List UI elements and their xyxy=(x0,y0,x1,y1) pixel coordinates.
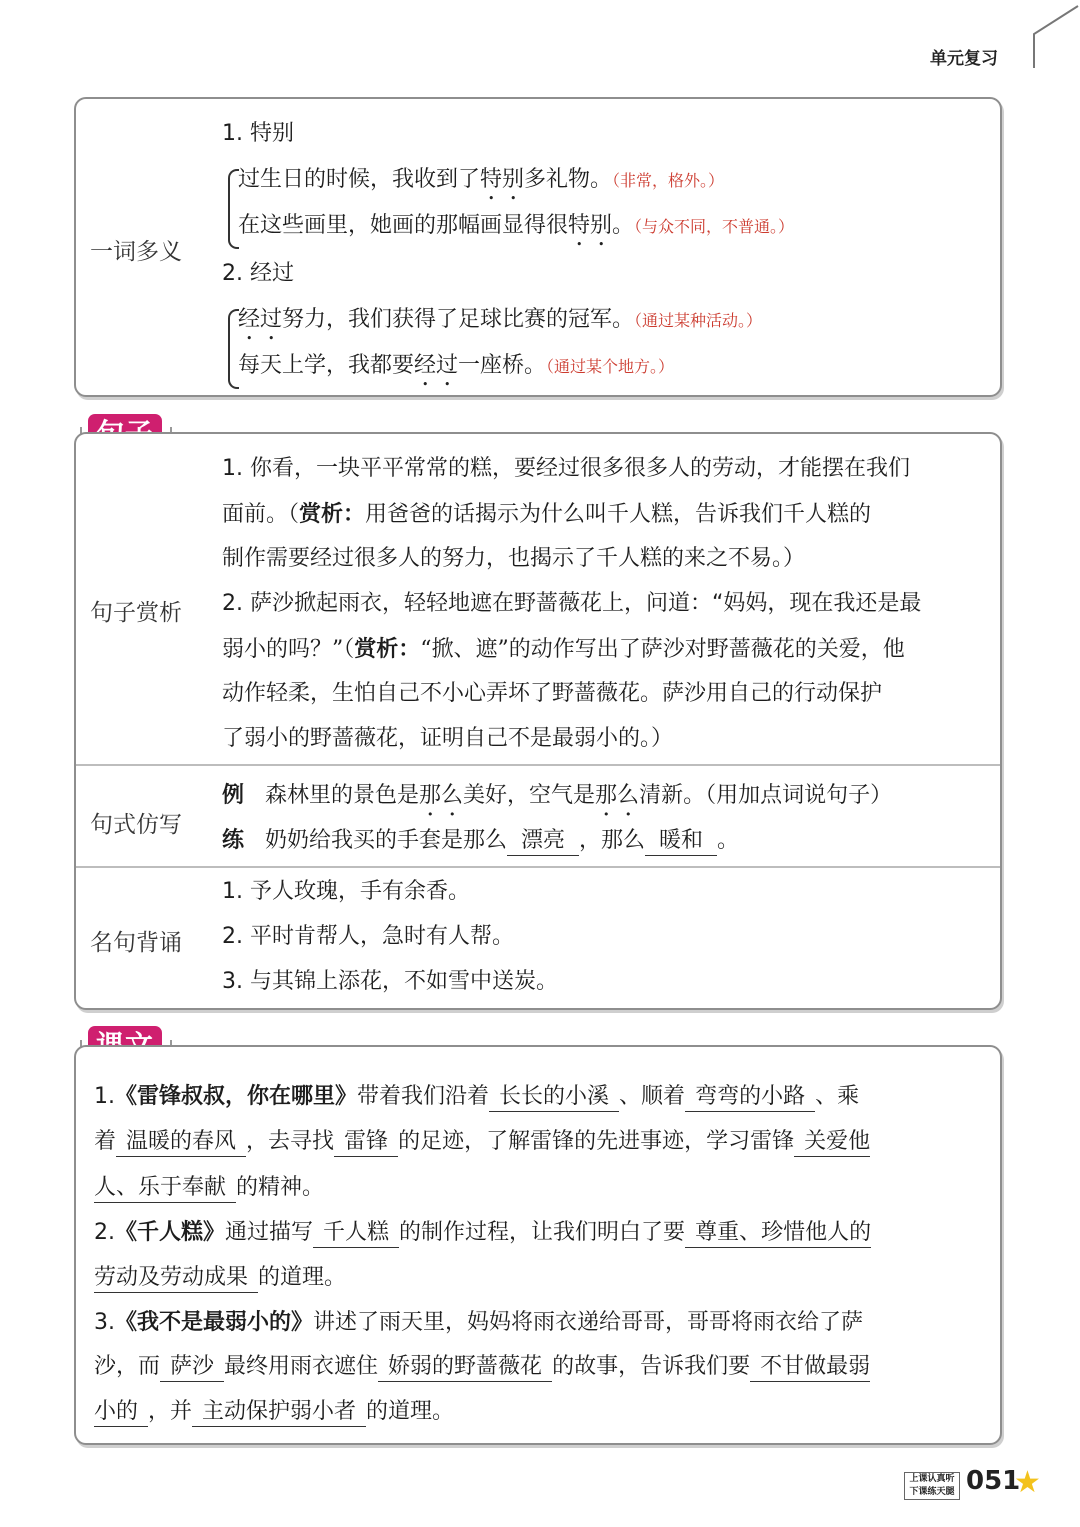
motto-box xyxy=(904,1472,960,1500)
sentence2-line1: 2. 萨沙掀起雨衣，轻轻地遮在野蔷薇花上，问道：“妈妈，现在我还是最 xyxy=(222,591,922,616)
answer-blank[interactable]: 长长的小溪 xyxy=(489,1083,619,1112)
answer-blank[interactable]: 人、乐于奉献 xyxy=(94,1174,236,1203)
page-number: 051 xyxy=(966,1466,1021,1496)
word2-sentence1: 经过努力，我们获得了足球比赛的冠军。（通过某种活动。） xyxy=(238,307,763,332)
sentence-analysis-label: 句子赏析 xyxy=(90,600,182,626)
text1-line1: 1.《雷锋叔叔，你在哪里》带着我们沿着 长长的小溪 、顺着 弯弯的小路 、乘 xyxy=(94,1081,859,1112)
text-box xyxy=(74,1045,1002,1445)
answer-blank[interactable]: 漂亮 xyxy=(507,827,579,856)
practice-sentence: 练 奶奶给我买的手套是那么 漂亮 ，那么 暖和 。 xyxy=(222,825,739,856)
word1-sentence1: 过生日的时候，我收到了特别多礼物。（非常，格外。） xyxy=(238,167,725,192)
sentence2-line3: 动作轻柔，生怕自己不小心弄坏了野蔷薇花。萨沙用自己的行动保护 xyxy=(222,681,883,706)
word2-title: 2. 经过 xyxy=(222,261,294,286)
famous-quotes-label: 名句背诵 xyxy=(90,930,182,956)
quote-2: 2. 平时肯帮人，急时有人帮。 xyxy=(222,924,514,949)
answer-blank[interactable]: 温暖的春风 xyxy=(116,1128,246,1157)
answer-blank[interactable]: 弯弯的小路 xyxy=(685,1083,815,1112)
quote-3: 3. 与其锦上添花，不如雪中送炭。 xyxy=(222,969,558,994)
polysemy-label: 一词多义 xyxy=(90,239,182,265)
example-sentence: 例 森林里的景色是那么美好，空气是那么清新。（用加点词说句子） xyxy=(222,782,893,808)
answer-blank[interactable]: 不甘做最弱 xyxy=(750,1353,870,1382)
motto-line2: 下课练天腿 xyxy=(909,1487,955,1497)
polysemy-box xyxy=(74,97,1002,397)
star-mascot-icon: ★ xyxy=(1014,1465,1041,1500)
sentence1-line2: 面前。（赏析：用爸爸的话揭示为什么叫千人糕，告诉我们千人糕的 xyxy=(222,501,872,527)
word1-title: 1. 特别 xyxy=(222,121,294,146)
text1-line3: 人、乐于奉献 的精神。 xyxy=(94,1173,324,1203)
answer-blank[interactable]: 关爱他 xyxy=(794,1128,870,1157)
divider xyxy=(76,866,1000,868)
word2-sentence2: 每天上学，我都要经过一座桥。（通过某个地方。） xyxy=(238,353,675,378)
sentence-imitation-label: 句式仿写 xyxy=(90,812,182,838)
quote-1: 1. 予人玫瑰，手有余香。 xyxy=(222,879,470,904)
answer-blank[interactable]: 主动保护弱小者 xyxy=(192,1398,366,1427)
text2-line1: 2.《千人糕》通过描写 千人糕 的制作过程，让我们明白了要 尊重、珍惜他人的 xyxy=(94,1217,871,1248)
text2-line2: 劳动及劳动成果 的道理。 xyxy=(94,1263,346,1293)
divider xyxy=(76,764,1000,766)
answer-blank[interactable]: 劳动及劳动成果 xyxy=(94,1264,258,1293)
text1-line2: 着 温暖的春风 ，去寻找 雷锋 的足迹，了解雷锋的先进事迹，学习雷锋 关爱他 xyxy=(94,1127,870,1157)
text3-line3: 小的 ，并 主动保护弱小者 的道理。 xyxy=(94,1397,454,1427)
text3-line1: 3.《我不是最弱小的》讲述了雨天里，妈妈将雨衣递给哥哥，哥哥将雨衣给了萨 xyxy=(94,1309,864,1335)
sentence-box xyxy=(74,432,1002,1010)
answer-blank[interactable]: 小的 xyxy=(94,1398,148,1427)
sentence1-line1: 1. 你看，一块平平常常的糕，要经过很多很多人的劳动，才能摆在我们 xyxy=(222,456,910,481)
answer-blank[interactable]: 千人糕 xyxy=(313,1219,399,1248)
unit-review-title: 单元复习 xyxy=(930,49,998,69)
page-corner-decoration xyxy=(1028,0,1080,70)
sentence2-line4: 了弱小的野蔷薇花，证明自己不是最弱小的。） xyxy=(222,726,674,751)
answer-blank[interactable]: 萨沙 xyxy=(160,1353,224,1382)
answer-blank[interactable]: 尊重、珍惜他人的 xyxy=(685,1219,871,1248)
sentence2-line2: 弱小的吗？”（赏析：“掀、遮”的动作写出了萨沙对野蔷薇花的关爱，他 xyxy=(222,636,905,662)
word1-sentence2: 在这些画里，她画的那幅画显得很特别。（与众不同，不普通。） xyxy=(238,213,795,238)
sentence1-line3: 制作需要经过很多人的努力，也揭示了千人糕的来之不易。） xyxy=(222,546,806,571)
text3-line2: 沙，而 萨沙 最终用雨衣遮住 娇弱的野蔷薇花 的故事，告诉我们要 不甘做最弱 xyxy=(94,1352,870,1382)
answer-blank[interactable]: 雷锋 xyxy=(334,1128,398,1157)
motto-line1: 上课认真听 xyxy=(909,1474,955,1484)
answer-blank[interactable]: 娇弱的野蔷薇花 xyxy=(378,1353,552,1382)
answer-blank[interactable]: 暖和 xyxy=(645,827,717,856)
